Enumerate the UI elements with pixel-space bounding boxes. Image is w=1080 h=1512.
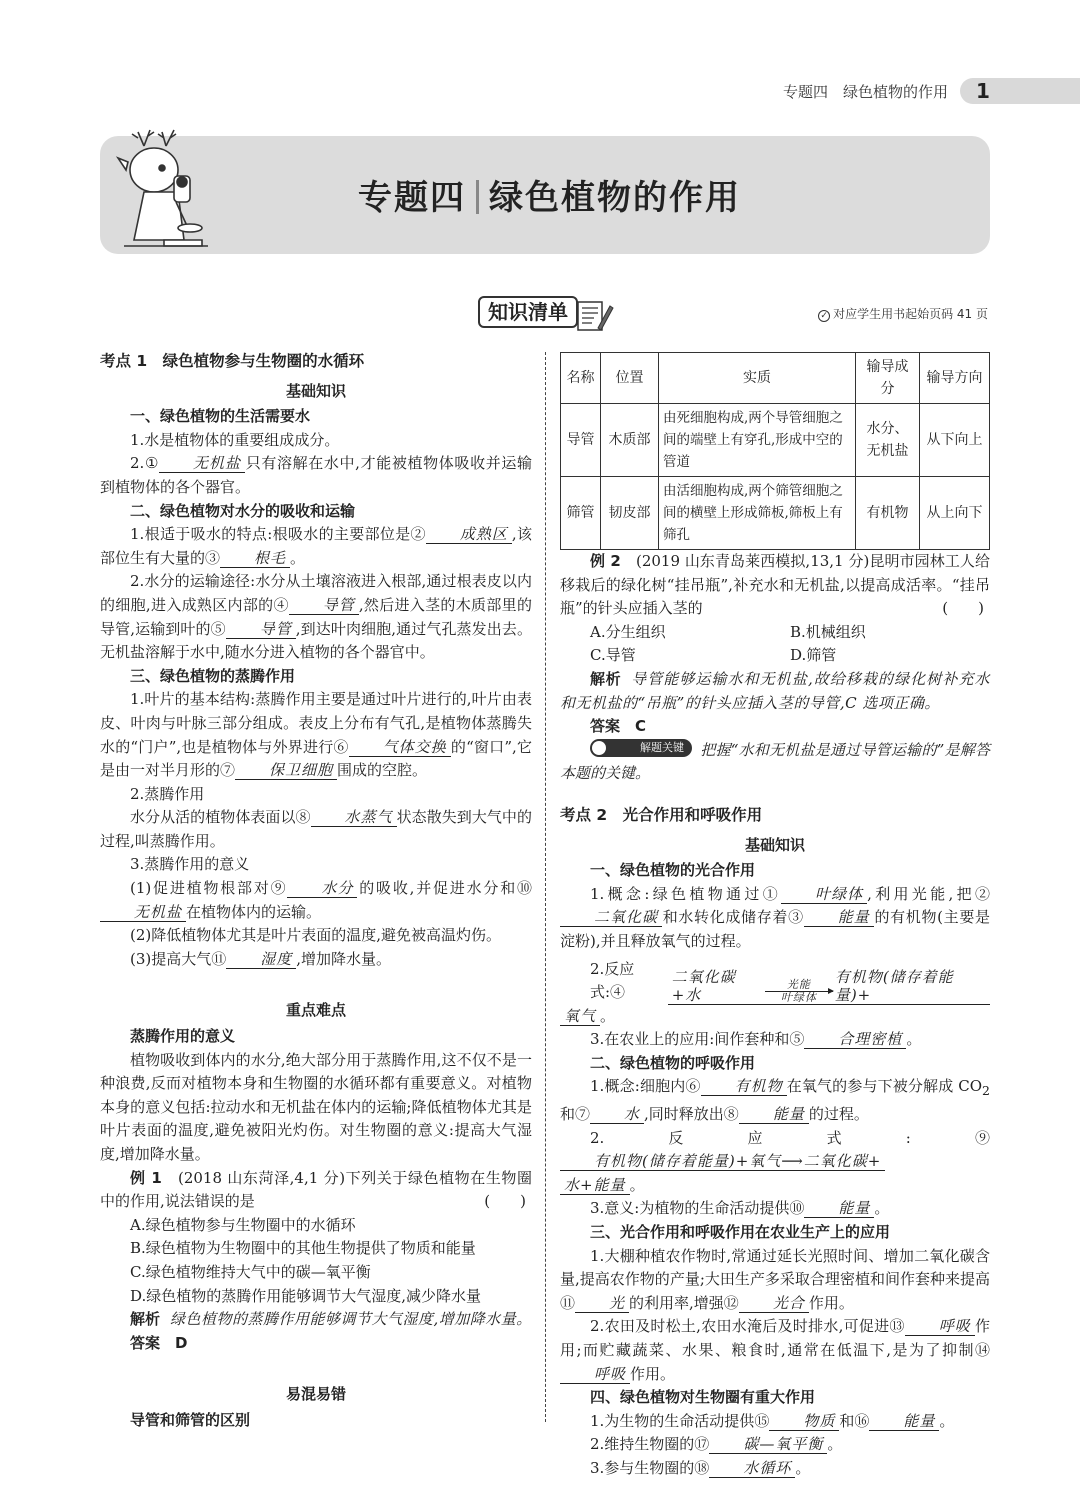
knowledge-list-label: 知识清单 [478,296,578,328]
blank-answer: 有机物 [701,1077,787,1096]
table-cell: 韧皮部 [601,477,659,550]
answer: 答案 D [130,1333,188,1352]
table-cell: 木质部 [601,404,659,477]
reaction-arrow: 光能 叶绿体 [765,979,833,1004]
photosynthesis-equation: 2.反应式:④ 二氧化碳+水 光能 叶绿体 有机物(储存着能量)+ [560,958,990,1005]
options-grid [560,621,990,668]
option: C.绿色植物维持大气中的碳—氧平衡 [130,1262,371,1281]
table-cell: 筛管 [561,477,601,550]
blank-answer: 湿度 [226,950,296,969]
column-divider [545,352,546,1422]
blank-answer: 成熟区 [426,525,512,544]
blank-answer: 气体交换 [349,738,451,757]
table-row [561,477,990,550]
column-header: 名称 [561,353,601,404]
option: B.机械组织 [790,622,866,641]
paragraph: 氧气 。 [560,1005,990,1029]
basic-knowledge-heading: 基础知识 [285,381,346,400]
column-header: 输导方向 [920,353,990,404]
paragraph: 2.维持生物圈的⑰ 碳—氧平衡 。 [590,1435,843,1454]
blank-answer: 有机物(储存着能量)+氧气⟶二氧化碳+ [560,1152,885,1171]
chapter-title [358,170,741,219]
solving-key-tip: 解题关键 把握“水和无机盐是通过导管运输的”是解答本题的关键。 [560,740,990,783]
deer-scientist-illustration [104,128,214,260]
notebook-pen-icon [574,298,614,334]
section-heading: 三、绿色植物的蒸腾作用 [130,666,296,685]
blank-answer: 叶绿体 [781,885,867,904]
table-cell: 有机物 [856,477,920,550]
chapter-title-number: 专题四 [358,178,466,218]
option: A.分生组织 [590,622,666,641]
blank-answer: 能量 [739,1105,809,1124]
blank-answer: 能量 [869,1412,939,1431]
left-column [100,348,532,1433]
table-cell: 从上向下 [920,477,990,550]
paragraph: 3.意义:为植物的生命活动提供⑩ 能量 。 [590,1199,890,1218]
section-heading: 一、绿色植物的生活需要水 [130,407,311,426]
blank-answer: 碳—氧平衡 [709,1435,827,1454]
chapter-title-name: 绿色植物的作用 [489,178,741,218]
blank-answer: 呼吸 [905,1317,975,1336]
solving-key-badge: 解题关键 [590,739,692,757]
paragraph: 植物吸收到体内的水分,绝大部分用于蒸腾作用,这不仅不是一种浪费,反而对植物本身和生物圈的水循环都有重要意义。对植物本身的意义包括:拉动水和无机盐在体内的运输;降低植物体尤其是叶片表面的温度,避免被阳光灼伤。对生物圈的意义:提高大气湿度,增加降水量。 [100,1050,532,1163]
reference-text: 对应学生用书起始页码 41 页 [833,307,988,321]
paragraph: 1.水是植物体的重要组成成分。 [130,430,340,449]
section-heading: 三、光合作用和呼吸作用在农业生产上的应用 [590,1223,891,1242]
blank-answer: 光合 [739,1294,809,1313]
table-cell: 导管 [561,404,601,477]
table-cell: 水分、无机盐 [856,404,920,477]
blank-answer: 导管 [289,596,359,615]
paragraph: 1.大棚种植农作物时,常通过延长光照时间、增加二氧化碳含量,提高农作物的产量;大田生产多采取合理密植和间作套种来提高⑪ 光 的利用率,增强⑫ 光合 作用。 [560,1246,990,1312]
blank-answer: 水蒸气 [311,808,397,827]
right-column [560,348,990,1481]
paragraph: 1.根适于吸水的特点:根吸水的主要部位是② 成熟区 ,该部位生有大量的③ 根毛 。 [100,525,532,567]
blank-answer: 物质 [769,1412,839,1431]
column-header: 位置 [601,353,659,404]
blank-answer: 合理密植 [804,1030,906,1049]
running-header [783,78,1080,104]
chapter-banner [100,136,990,254]
paragraph: 1.为生物的生命活动提供⑮ 物质 和⑯ 能量 。 [590,1411,955,1430]
section-heading: 四、绿色植物对生物圈有重大作用 [590,1388,816,1407]
knowledge-list-badge [478,296,618,336]
blank-answer: 二氧化碳+水 光能 叶绿体 有机物(储存着能量)+ [668,968,990,1005]
basic-knowledge-heading: 基础知识 [744,835,805,854]
paragraph: 水分从活的植物体表面以⑧ 水蒸气 状态散失到大气中的过程,叫蒸腾作用。 [100,808,532,850]
table-header-row [561,353,990,404]
blank-answer: 能量 [804,908,874,927]
paragraph: 1.概念:细胞内⑥ 有机物 在氧气的参与下被分解成 $CO_2$和⑦ 水 ,同时释放出⑧ 能量 的过程。 [560,1077,990,1124]
table-cell: 从下向上 [920,404,990,477]
key-topic-title: 蒸腾作用的意义 [130,1027,236,1046]
magnifier-icon [592,741,606,755]
blank-answer: 保卫细胞 [235,761,337,780]
example-1-question: 例 1 (2018 山东菏泽,4,1 分)下列关于绿色植物在生物圈中的作用,说法错误的是 ( ) [100,1168,532,1211]
page-number: 1 [960,78,1080,104]
paragraph: 水+能量 。 [560,1174,990,1198]
blank-answer: 氧气 [560,1007,600,1026]
column-header: 实质 [659,353,856,404]
section-heading: 一、绿色植物的光合作用 [590,861,756,880]
option: D.绿色植物的蒸腾作用能够调节大气湿度,减少降水量 [130,1286,482,1305]
key-difficulty-heading: 重点难点 [285,1001,346,1020]
table-row [561,404,990,477]
topic-1-heading: 考点 1 绿色植物参与生物圈的水循环 [100,352,365,370]
option: A.绿色植物参与生物圈中的水循环 [130,1215,356,1234]
paragraph: 2.反应式:⑨有机物(储存着能量)+氧气⟶二氧化碳+ [560,1127,990,1174]
paragraph: (1)促进植物根部对⑨ 水分 的吸收,并促进水分和⑩无机盐 在植物体内的运输。 [100,877,532,924]
blank-answer: 水分 [287,879,357,898]
paragraph: 2.① 无机盐 只有溶解在水中,才能被植物体吸收并运输到植物体的各个器官。 [100,454,532,496]
title-separator [476,180,479,214]
student-book-page-reference [818,305,988,322]
paragraph: 1.概念:绿色植物通过① 叶绿体 ,利用光能,把②二氧化碳 和水转化成储存着③ 能量 的有机物(主要是淀粉),并且释放氧气的过程。 [560,884,990,950]
running-header-title: 专题四 绿色植物的作用 [782,82,948,101]
blank-answer: 无机盐 [159,454,245,473]
paragraph: 2.水分的运输途径:水分从土壤溶液进入根部,通过根表皮以内的细胞,进入成熟区内部的④ 导管 ,然后进入茎的木质部里的导管,运输到叶的⑤ 导管 ,到达叶肉细胞,通过气孔蒸发出去。无机盐溶解于水中,随水分进入植物的各个器官中。 [100,572,532,662]
blank-answer: 导管 [226,620,296,639]
paragraph: 2.农田及时松土,农田水淹后及时排水,可促进⑬ 呼吸 作用;而贮藏蔬菜、水果、粮食时,通常在低温下,是为了抑制⑭呼吸 作用。 [560,1317,990,1383]
confusion-topic-title: 导管和筛管的区别 [130,1410,251,1429]
blank-answer: 无机盐 [100,903,186,922]
paragraph: 1.叶片的基本结构:蒸腾作用主要是通过叶片进行的,叶片由表皮、叶肉与叶脉三部分组成。表皮上分布有气孔,是植物体蒸腾失水的“门户”,也是植物体与外界进行⑥ 气体交换 的“窗口”,它是由一对半月形的⑦ 保卫细胞 围成的空腔。 [100,690,533,780]
check-circle-icon: ✓ [818,310,830,322]
blank-answer: 光 [575,1294,629,1313]
analysis: 解析 绿色植物的蒸腾作用能够调节大气湿度,增加降水量。 [130,1310,532,1329]
table-cell: 由死细胞构成,两个导管细胞之间的端壁上有穿孔,形成中空的管道 [659,404,856,477]
blank-answer: 根毛 [220,549,290,568]
option: C.导管 [590,646,636,665]
section-heading: 二、绿色植物的呼吸作用 [590,1053,756,1072]
option: D.筛管 [790,646,837,665]
blank-answer: 水 [590,1105,644,1124]
blank-answer: 二氧化碳 [560,908,662,927]
option: B.绿色植物为生物圈中的其他生物提供了物质和能量 [130,1239,476,1258]
section-heading: 二、绿色植物对水分的吸收和运输 [130,501,356,520]
paragraph: 3.蒸腾作用的意义 [130,855,250,874]
confusion-heading: 易混易错 [285,1385,346,1404]
paragraph: 3.在农业上的应用:间作套种和⑤ 合理密植 。 [590,1030,922,1049]
blank-answer: 水循环 [709,1459,795,1478]
analysis: 解析 导管能够运输水和无机盐,故给移栽的绿化树补充水和无机盐的“吊瓶”的针头应插入茎的导管,C 选项正确。 [560,669,990,712]
blank-answer: 呼吸 [560,1365,630,1384]
topic-2-heading: 考点 2 光合作用和呼吸作用 [560,805,763,824]
example-2-question: 例 2 (2019 山东青岛莱西模拟,13,1 分)昆明市园林工人给移栽后的绿化树“挂吊瓶”,补充水和无机盐,以提高成活率。“挂吊瓶”的针头应插入茎的 ( ) [560,552,990,618]
paragraph: (3)提高大气⑪ 湿度 ,增加降水量。 [130,949,392,968]
paragraph: 2.蒸腾作用 [130,784,205,803]
blank-answer: 能量 [804,1199,874,1218]
paragraph: 3.参与生物圈的⑱ 水循环 。 [590,1458,811,1477]
table-cell: 由活细胞构成,两个筛管细胞之间的横壁上形成筛板,筛板上有筛孔 [659,477,856,550]
blank-answer: 水+能量 [560,1176,630,1195]
answer: 答案 C [590,717,647,736]
vessel-comparison-table [560,352,990,550]
column-header: 输导成分 [856,353,920,404]
paragraph: (2)降低植物体尤其是叶片表面的温度,避免被高温灼伤。 [130,926,502,945]
